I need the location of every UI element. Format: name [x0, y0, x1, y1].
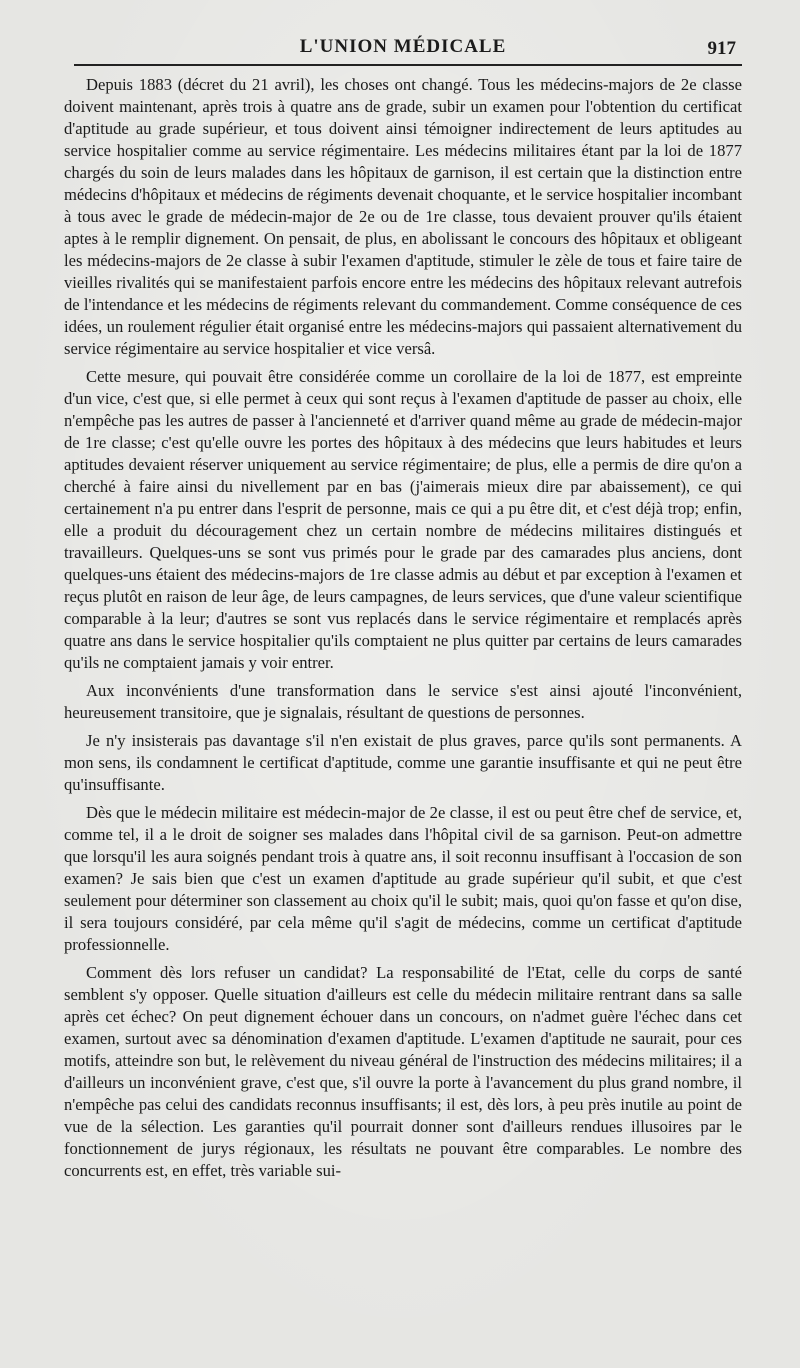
- paragraph: Dès que le médecin militaire est médecin-major de 2e classe, il est ou peut être chef de service, et, comme tel, il a le droit de soigner ses malades dans l'hôpital civil de sa garnison. Peut-on admettre que lorsqu'il les aura soignés pendant trois à quatre ans, il soit reconnu insuffisant à l'occasion de son examen? Je sais bien que c'est un examen d'aptitude au grade supérieur qu'il subit, et que c'est seulement pour déterminer son classement au choix qu'il le subit; mais, quoi qu'on fasse et qu'on dise, il sera toujours considéré, par cela même qu'il s'agit de médecins, comme un certificat d'aptitude professionnelle.: [64, 803, 742, 954]
- running-header: [64, 34, 742, 64]
- paragraph: Aux inconvénients d'une transformation dans le service s'est ainsi ajouté l'inconvénient, heureusement transitoire, que je signalais, résultant de questions de personnes.: [64, 681, 742, 722]
- paragraph: Comment dès lors refuser un candidat? La responsabilité de l'Etat, celle du corps de santé semblent s'y opposer. Quelle situation d'ailleurs est celle du médecin militaire rentrant dans sa salle après cet échec? On peut dignement échouer dans un concours, on n'admet guère l'échec dans cet examen, surtout avec sa dénomination d'examen d'aptitude. L'examen d'aptitude ne saurait, pour ces motifs, atteindre son but, le relèvement du niveau général de l'instruction des médecins militaires; il a d'ailleurs un inconvénient grave, c'est que, s'il ouvre la porte à l'avancement du plus grand nombre, il n'empêche pas celui des candidats reconnus insuffisants; il est, dès lors, à peu près inutile au point de vue de la sélection. Les garanties qu'il pourrait donner sont d'ailleurs rendues illusoires par le fonctionnement de jurys régionaux, les résultats ne pouvant être comparables. Le nombre des concurrents est, en effet, très variable sui-: [64, 963, 742, 1180]
- paragraph: Je n'y insisterais pas davantage s'il n'en existait de plus graves, parce qu'ils sont permanents. A mon sens, ils condamnent le certificat d'aptitude, comme une garantie insuffisante et qui ne peut être qu'insuffisante.: [64, 731, 742, 794]
- page-number: 917: [707, 38, 736, 59]
- header-rule: [74, 64, 742, 66]
- paragraph: Cette mesure, qui pouvait être considérée comme un corollaire de la loi de 1877, est empreinte d'un vice, c'est que, si elle permet à ceux qui sont reçus à l'examen d'aptitude de passer au choix, elle n'empêche pas les autres de passer à l'ancienneté et d'arriver quand même au grade de médecin-major de 1re classe; c'est qu'elle ouvre les portes des hôpitaux à des médecins que leurs habitudes et leurs aptitudes devaient réserver uniquement au service régimentaire; de plus, elle a permis de dire qu'on a cherché à faire ainsi du nivellement par en bas (j'aimerais mieux dire par abaissement), ce qui certainement n'a pu entrer dans l'esprit de personne, mais ce qui a pu être dit, et c'est déjà trop; enfin, elle a produit du découragement chez un certain nombre de médecins militaires distingués et travailleurs. Quelques-uns se sont vus primés pour le grade par des camarades plus anciens, dont quelques-uns étaient des médecins-majors de 1re classe admis au début et par exception à l'examen et reçus plutôt en raison de leur âge, de leurs campagnes, de leurs services, que d'une valeur scientifique comparable à la leur; d'autres se sont vus replacés dans le service régimentaire et remplacés après quatre ans dans le service hospitalier qu'ils comptaient ne plus quitter par certains de leurs camarades qu'ils ne comptaient jamais y voir entrer.: [64, 367, 742, 672]
- paragraph: Depuis 1883 (décret du 21 avril), les choses ont changé. Tous les médecins-majors de 2e classe doivent maintenant, après trois à quatre ans de grade, subir un examen pour l'obtention du certificat d'aptitude au grade supérieur, et tous doivent ainsi témoigner indirectement de leurs aptitudes au service hospitalier comme au service régimentaire. Les médecins militaires étant par la loi de 1877 chargés du soin de leurs malades dans les hôpitaux de garnison, il est certain que la distinction entre médecins d'hôpitaux et médecins de régiments devenait choquante, et le service hospitalier incombant à tous avec le grade de médecin-major de 2e ou de 1re classe, tous devaient prouver qu'ils étaient aptes à le remplir dignement. On pensait, de plus, en abolissant le concours des hôpitaux et obligeant les médecins-majors de 2e classe à subir l'examen d'aptitude, stimuler le zèle de tous et faire taire de vieilles rivalités qui se manifestaient parfois encore entre les médecins des hôpitaux relevant autrefois de l'intendance et les médecins de régiments relevant du commandement. Comme conséquence de ces idées, un roulement régulier était organisé entre les médecins-majors qui passaient alternativement du service régimentaire au service hospitalier et vice versâ.: [64, 75, 742, 358]
- journal-title: L'UNION MÉDICALE: [299, 36, 507, 57]
- body-text: [64, 74, 742, 1182]
